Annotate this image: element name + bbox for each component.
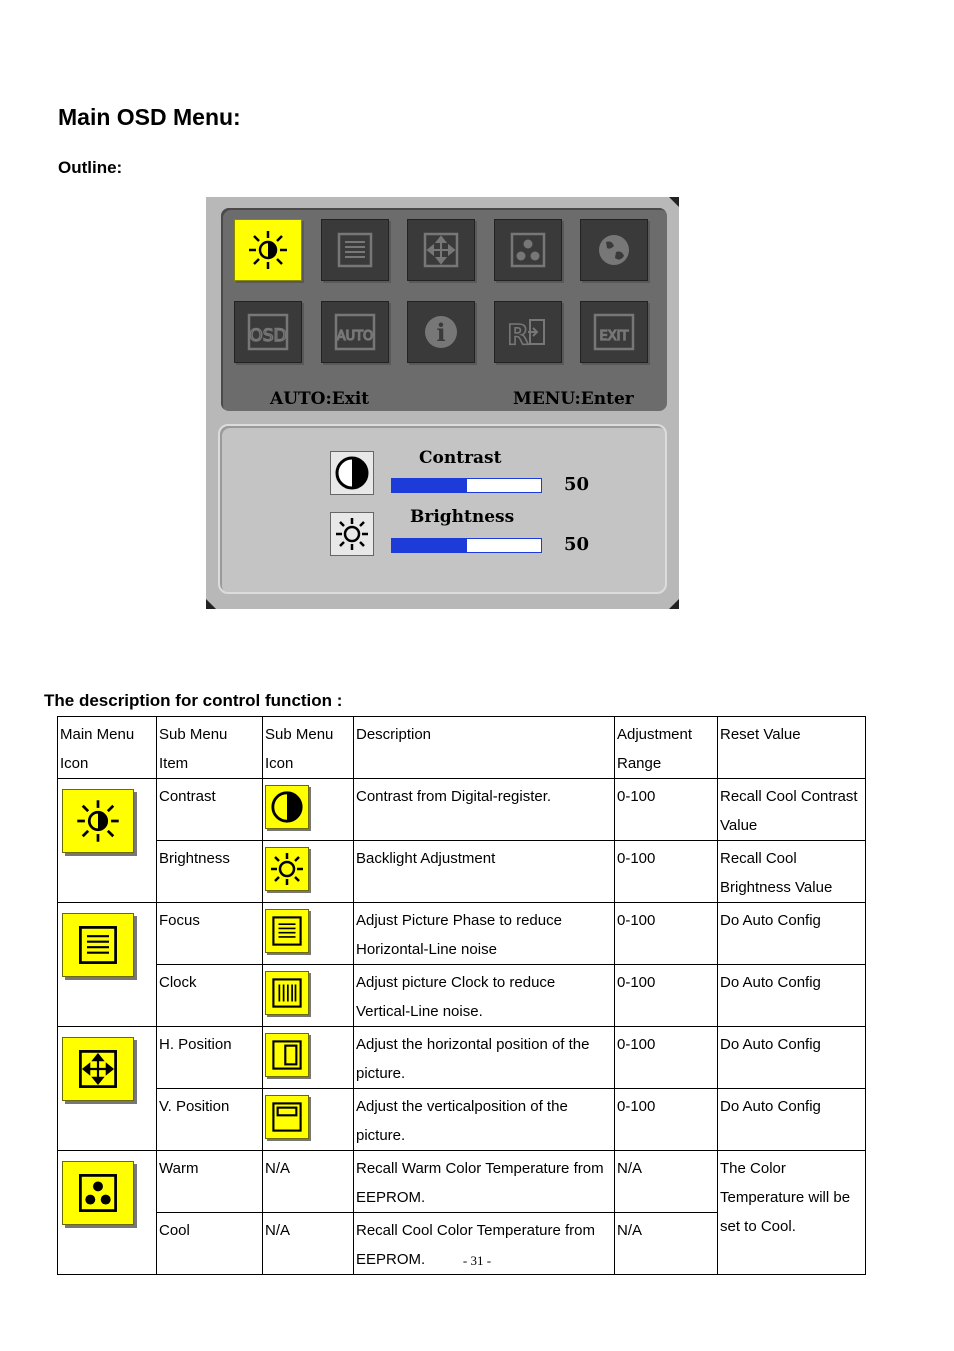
- exit-text-icon[interactable]: [580, 301, 648, 363]
- range-cell: 0-100: [615, 965, 718, 1027]
- description-cell: Adjust the horizontal position of the picture.: [354, 1027, 615, 1089]
- auto-text-icon[interactable]: [321, 301, 389, 363]
- reset-cell: Do Auto Config: [718, 1027, 866, 1089]
- luminance-menu-icon: [62, 789, 134, 853]
- main-menu-icon-cell: [58, 779, 157, 903]
- description-cell: Adjust the verticalposition of the picture.: [354, 1089, 615, 1151]
- description-heading: The description for control function :: [44, 691, 343, 710]
- brightness-icon: [330, 512, 374, 556]
- description-cell: Adjust picture Clock to reduce Vertical-Line noise.: [354, 965, 615, 1027]
- sub-icon-na: N/A: [263, 1151, 354, 1213]
- v-position-icon: [265, 1095, 309, 1139]
- color-dots-icon[interactable]: [494, 219, 562, 281]
- range-cell: 0-100: [615, 1089, 718, 1151]
- description-cell: Recall Cool Color Temperature from EEPROM.: [354, 1213, 615, 1275]
- reset-cell: Do Auto Config: [718, 1089, 866, 1151]
- range-cell: 0-100: [615, 1027, 718, 1089]
- range-cell: N/A: [615, 1213, 718, 1275]
- outline-heading: Outline:: [58, 158, 123, 177]
- globe-icon[interactable]: [580, 219, 648, 281]
- svg-text:AUTO: AUTO: [336, 329, 374, 344]
- reset-cell: The Color Temperature will be set to Cool.: [718, 1151, 866, 1275]
- brightness-icon: [265, 847, 309, 891]
- header-main-menu-icon: Main Menu Icon: [58, 717, 157, 779]
- main-menu-icon-cell: [58, 1027, 157, 1151]
- osd-main-panel: [221, 208, 667, 411]
- svg-text:EXIT: EXIT: [599, 329, 629, 344]
- brightness-slider[interactable]: [391, 538, 542, 553]
- sub-item-brightness: Brightness: [157, 841, 263, 903]
- header-adjustment-range: Adjustment Range: [615, 717, 718, 779]
- svg-text:R: R: [507, 318, 529, 351]
- reset-cell: Do Auto Config: [718, 965, 866, 1027]
- main-menu-icon-cell: [58, 903, 157, 1027]
- info-icon[interactable]: [407, 301, 475, 363]
- header-sub-menu-item: Sub Menu Item: [157, 717, 263, 779]
- brightness-label: Brightness: [410, 507, 515, 527]
- table-row: [58, 1089, 866, 1151]
- range-cell: 0-100: [615, 903, 718, 965]
- osd-text-icon[interactable]: [234, 301, 302, 363]
- svg-text:OSD: OSD: [249, 326, 287, 346]
- sub-item-cool: Cool: [157, 1213, 263, 1275]
- table-row: [58, 1151, 866, 1213]
- osd-screenshot: [206, 197, 679, 609]
- sub-item-warm: Warm: [157, 1151, 263, 1213]
- color-temp-menu-icon: [62, 1161, 134, 1225]
- sub-item-h-position: H. Position: [157, 1027, 263, 1089]
- range-cell: 0-100: [615, 841, 718, 903]
- header-description: Description: [354, 717, 615, 779]
- brightness-slider-fill: [392, 539, 467, 552]
- description-cell: Adjust Picture Phase to reduce Horizontal-Line noise: [354, 903, 615, 965]
- table-row: [58, 779, 866, 841]
- contrast-slider[interactable]: [391, 478, 542, 493]
- control-function-table: [57, 716, 866, 1275]
- move-arrows-icon[interactable]: [407, 219, 475, 281]
- sub-item-contrast: Contrast: [157, 779, 263, 841]
- contrast-value: 50: [564, 474, 590, 495]
- header-reset-value: Reset Value: [718, 717, 866, 779]
- contrast-icon: [330, 451, 374, 495]
- table-row: [58, 903, 866, 965]
- contrast-slider-fill: [392, 479, 467, 492]
- table-row: [58, 1027, 866, 1089]
- table-header-row: [58, 717, 866, 779]
- menu-enter-hint: MENU:Enter: [513, 389, 634, 409]
- auto-exit-hint: AUTO:Exit: [270, 389, 370, 409]
- sub-item-clock: Clock: [157, 965, 263, 1027]
- reset-cell: Recall Cool Contrast Value: [718, 779, 866, 841]
- description-cell: Recall Warm Color Temperature from EEPROM.: [354, 1151, 615, 1213]
- table-row: [58, 965, 866, 1027]
- h-position-icon: [265, 1033, 309, 1077]
- page-title: Main OSD Menu:: [58, 104, 241, 130]
- image-setup-menu-icon: [62, 913, 134, 977]
- reset-cell: Recall Cool Brightness Value: [718, 841, 866, 903]
- contrast-label: Contrast: [419, 448, 502, 468]
- range-cell: N/A: [615, 1151, 718, 1213]
- sub-icon-na: N/A: [263, 1213, 354, 1275]
- sub-item-focus: Focus: [157, 903, 263, 965]
- description-cell: Contrast from Digital-register.: [354, 779, 615, 841]
- brightness-value: 50: [564, 534, 590, 555]
- clock-icon: [265, 971, 309, 1015]
- focus-icon: [265, 909, 309, 953]
- svg-text:i: i: [436, 318, 446, 347]
- contrast-icon: [265, 785, 309, 829]
- table-row: [58, 841, 866, 903]
- reset-cell: Do Auto Config: [718, 903, 866, 965]
- description-cell: Backlight Adjustment: [354, 841, 615, 903]
- sub-item-v-position: V. Position: [157, 1089, 263, 1151]
- header-sub-menu-icon: Sub Menu Icon: [263, 717, 354, 779]
- page-number: - 31 -: [462, 1253, 492, 1268]
- position-menu-icon: [62, 1037, 134, 1101]
- osd-sub-panel: [218, 424, 667, 594]
- range-cell: 0-100: [615, 779, 718, 841]
- input-select-icon[interactable]: [494, 301, 562, 363]
- lines-icon[interactable]: [321, 219, 389, 281]
- sun-contrast-icon[interactable]: [234, 219, 302, 281]
